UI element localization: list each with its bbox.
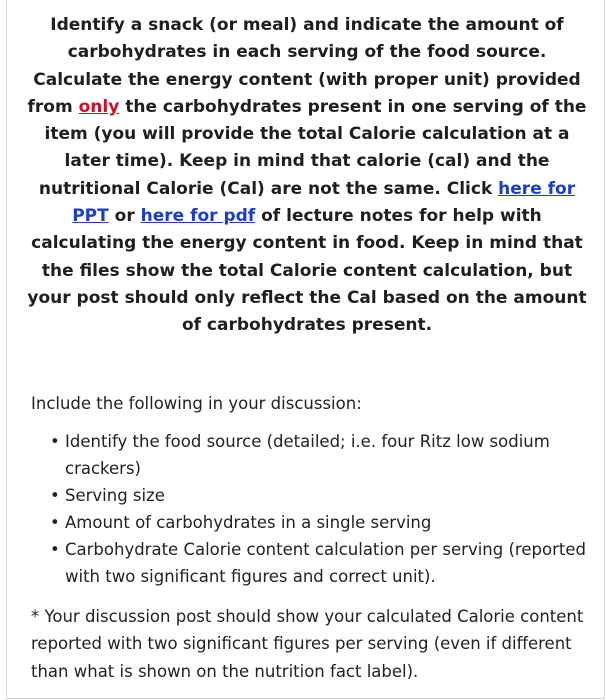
list-item <box>48 536 593 590</box>
bullet-icon: • <box>50 513 60 532</box>
bullet-icon: • <box>50 486 60 505</box>
bullet-icon: • <box>50 432 60 451</box>
discussion-bullet-list <box>48 428 593 590</box>
assignment-instructions <box>22 12 592 340</box>
list-item <box>48 428 593 482</box>
pdf-link[interactable]: here for pdf <box>140 206 256 227</box>
list-item-text: Amount of carbohydrates in a single serving <box>65 513 432 532</box>
list-item <box>48 482 593 509</box>
bullet-icon: • <box>50 540 60 559</box>
list-item-text: Carbohydrate Calorie content calculation per serving (reported with two significant figures and correct unit). <box>65 540 586 586</box>
discussion-intro: Include the following in your discussion: <box>31 394 362 413</box>
discussion-note: * Your discussion post should show your calculated Calorie content reported with two significant figures per serving (even if different than what is shown on the nutrition fact label). <box>31 607 584 681</box>
instructions-text-4: of lecture notes for help with calculating the energy content in food. Keep in mind that the files show the total Calorie content calculation, but your post should only reflect the Cal based on the amount of carbohydrates present. <box>27 206 587 336</box>
list-item-text: Identify the food source (detailed; i.e. four Ritz low sodium crackers) <box>65 432 550 478</box>
instructions-text-2: the carbohydrates present in one serving of the item (you will provide the total Calorie calculation at a later time). Keep in mind that calorie (cal) and the nutritional Calorie (Cal) are not the same. Click <box>38 96 587 199</box>
instructions-text-3: or <box>108 206 141 227</box>
ppt-link[interactable]: here for PPT <box>72 178 576 227</box>
only-link[interactable]: only <box>78 96 120 117</box>
instructions-text-1: Identify a snack (or meal) and indicate the amount of carbohydrates in each serving of the food source. Calculate the energy content (with proper unit) provided from <box>27 15 581 117</box>
list-item <box>48 509 593 536</box>
list-item-text: Serving size <box>65 486 165 505</box>
